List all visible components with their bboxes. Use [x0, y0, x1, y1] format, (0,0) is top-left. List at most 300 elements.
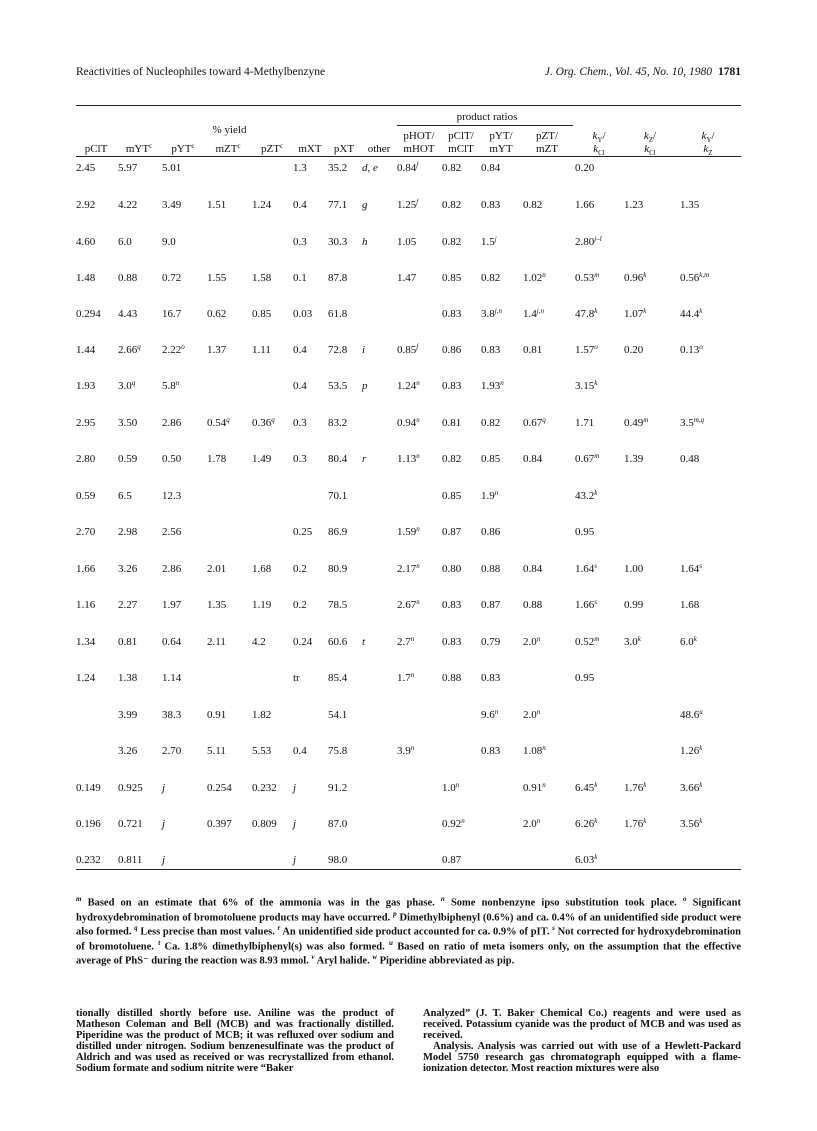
- column-header: $k_Z$: [703, 143, 713, 158]
- cell-value: 98.0: [328, 854, 348, 866]
- cell-value: 3.26: [118, 563, 138, 575]
- cell-value: 0.13: [680, 344, 700, 356]
- table-cell: [118, 236, 132, 248]
- table-cell: [162, 490, 181, 502]
- cell-value: 0.53: [575, 272, 595, 284]
- cell-value: 2.0: [523, 636, 537, 648]
- body-column-right: [423, 1008, 741, 1074]
- table-cell: [293, 272, 307, 284]
- table-cell: [481, 417, 500, 429]
- cell-value: 2.56: [162, 526, 182, 538]
- table-cell: [207, 272, 226, 284]
- table-cell: [328, 563, 347, 575]
- cell-value: 0.4: [293, 380, 307, 392]
- cell-value: 1.66: [575, 599, 595, 611]
- table-cell: [293, 563, 307, 575]
- table-cell: [118, 782, 143, 794]
- cell-value: 1.25: [397, 199, 417, 211]
- cell-value: 0.397: [207, 818, 232, 830]
- cell-value: 2.66: [118, 344, 138, 356]
- table-cell: [328, 526, 347, 538]
- footnote-text: Some nonbenzyne ipso substitution took place.: [444, 897, 683, 909]
- cell-value: 1.37: [207, 344, 227, 356]
- cell-value: 1.76: [624, 782, 644, 794]
- cell-value: 0.84: [523, 563, 543, 575]
- table-cell: [207, 308, 226, 320]
- cell-value: 75.8: [328, 745, 348, 757]
- table-cell: [362, 453, 366, 465]
- table-cell: [680, 199, 699, 211]
- footnote-mark: n: [500, 379, 504, 387]
- header-rule: [76, 156, 741, 157]
- footnote-mark: q: [271, 416, 275, 424]
- cell-value: 48.6: [680, 709, 700, 721]
- footnote-mark: k: [594, 489, 598, 497]
- table-cell: [575, 453, 599, 465]
- cell-value: 0.85: [442, 272, 462, 284]
- table-cell: [293, 818, 296, 830]
- cell-value: 1.66: [575, 199, 595, 211]
- table-cell: [575, 236, 602, 248]
- table-cell: [252, 344, 271, 356]
- cell-value: 61.8: [328, 308, 348, 320]
- footnote-mark: n: [416, 379, 420, 387]
- cell-value: 2.7: [397, 636, 411, 648]
- table-cell: [207, 453, 226, 465]
- cell-value: 3.56: [680, 818, 700, 830]
- table-cell: [624, 199, 643, 211]
- table-cell: [328, 818, 347, 830]
- column-header-top: $k_Y/$: [592, 130, 606, 145]
- cell-value: 0.95: [575, 526, 595, 538]
- footnote-mark: m: [594, 452, 600, 460]
- footnote-mark: s: [699, 562, 702, 570]
- cell-value: 9.6: [481, 709, 495, 721]
- table-cell: [293, 782, 296, 794]
- table-cell: [76, 636, 95, 648]
- cell-value: 0.54: [207, 417, 227, 429]
- table-cell: [523, 453, 542, 465]
- table-cell: [162, 599, 181, 611]
- footnote-mark: u: [699, 708, 703, 716]
- table-cell: [162, 344, 185, 356]
- table-cell: [118, 563, 137, 575]
- cell-value: 3.9: [397, 745, 411, 757]
- cell-value: 6.0: [680, 636, 694, 648]
- cell-value: j: [162, 854, 166, 866]
- table-cell: [680, 344, 703, 356]
- table-cell: [523, 308, 544, 320]
- cell-value: 0.83: [481, 672, 501, 684]
- cell-value: j: [293, 854, 297, 866]
- table-row: [0, 672, 817, 686]
- table-cell: [162, 818, 165, 830]
- table-cell: [252, 709, 271, 721]
- cell-value: 2.17: [397, 563, 417, 575]
- table-cell: [624, 818, 646, 830]
- footnote-mark: n: [542, 781, 546, 789]
- table-cell: [442, 236, 461, 248]
- cell-value: 1.07: [624, 308, 644, 320]
- table-cell: [680, 563, 702, 575]
- footnote-text: Ca. 1.8% dimethylbiphenyl(s) was also formed.: [160, 941, 390, 952]
- table-cell: [252, 563, 271, 575]
- cell-value: 0.232: [76, 854, 101, 866]
- table-cell: [76, 380, 95, 392]
- cell-value: 0.84: [481, 162, 501, 174]
- cell-value: 0.84: [397, 162, 417, 174]
- table-cell: [293, 854, 296, 866]
- table-cell: [118, 526, 137, 538]
- cell-value: 0.83: [442, 380, 462, 392]
- cell-value: 0.91: [523, 782, 543, 794]
- cell-value: 4.22: [118, 199, 138, 211]
- table-cell: [252, 308, 271, 320]
- footnote-mark: k: [643, 271, 647, 279]
- column-header-top: pYT/: [489, 130, 513, 142]
- cell-value: 0.67: [575, 453, 595, 465]
- column-header: mZT$^c$: [215, 142, 241, 155]
- column-header: pXT: [333, 143, 355, 155]
- table-cell: [328, 344, 347, 356]
- table-cell: [442, 854, 461, 866]
- footnote-mark: o: [699, 343, 703, 351]
- cell-value: 0.59: [118, 453, 138, 465]
- cell-value: 2.80: [575, 236, 595, 248]
- table-row: [0, 490, 817, 504]
- table-cell: [252, 782, 277, 794]
- footnote-mark: n: [494, 489, 499, 497]
- table-cell: [624, 308, 646, 320]
- cell-value: 80.4: [328, 453, 348, 465]
- cell-value: 0.81: [523, 344, 543, 356]
- cell-value: 0.149: [76, 782, 101, 794]
- table-cell: [252, 599, 271, 611]
- cell-value: 3.50: [118, 417, 138, 429]
- cell-value: 0.52: [575, 636, 595, 648]
- table-cell: [328, 599, 347, 611]
- footnote-mark: m: [643, 416, 649, 424]
- cell-value: 0.82: [481, 417, 501, 429]
- table-row: [0, 854, 817, 868]
- cell-value: 1.35: [680, 199, 700, 211]
- footnote-mark: n: [542, 744, 546, 752]
- table-cell: [680, 599, 699, 611]
- footnote-paragraph: [76, 894, 741, 967]
- cell-value: 0.24: [293, 636, 313, 648]
- cell-value: j: [293, 818, 297, 830]
- table-row: [0, 599, 817, 613]
- footnote-mark: n: [494, 708, 499, 716]
- cell-value: 0.81: [118, 636, 138, 648]
- table-cell: [397, 599, 420, 611]
- table-cell: [523, 272, 546, 284]
- cell-value: 86.9: [328, 526, 348, 538]
- journal-citation: [545, 66, 741, 78]
- footnote-mark: m: [594, 635, 600, 643]
- cell-value: 3.49: [162, 199, 182, 211]
- table-cell: [328, 453, 347, 465]
- column-header: $k_{Cl}$: [593, 143, 605, 158]
- table-cell: [523, 417, 546, 429]
- table-cell: [680, 308, 702, 320]
- table-row: [0, 417, 817, 431]
- group-label-yield: % yield: [212, 124, 247, 136]
- cell-value: 2.0: [523, 818, 537, 830]
- cell-value: 0.20: [575, 162, 595, 174]
- section-head-analysis: Analysis.: [433, 1041, 474, 1052]
- cell-value: 0.88: [481, 563, 501, 575]
- cell-value: 0.56: [680, 272, 700, 284]
- table-row: [0, 636, 817, 650]
- footnote-mark: k: [699, 781, 703, 789]
- table-cell: [523, 782, 546, 794]
- cell-value: 1.02: [523, 272, 543, 284]
- footnote-mark: n: [410, 671, 415, 679]
- table-cell: [442, 636, 461, 648]
- table-cell: [293, 745, 307, 757]
- footnote-mark: f: [416, 343, 419, 351]
- table-cell: [293, 236, 307, 248]
- cell-value: 0.87: [442, 526, 462, 538]
- table-cell: [442, 162, 461, 174]
- table-cell: [118, 162, 137, 174]
- cell-value: 0.80: [442, 563, 462, 575]
- footnote-mark: n: [455, 781, 460, 789]
- cell-value: 80.9: [328, 563, 348, 575]
- table-cell: [680, 818, 702, 830]
- table-cell: [76, 599, 95, 611]
- footnote-mark: q: [137, 343, 141, 351]
- table-cell: [118, 709, 137, 721]
- table-cell: [328, 236, 347, 248]
- cell-value: 0.4: [293, 199, 307, 211]
- footnote-mark: n: [410, 744, 415, 752]
- table-cell: [118, 199, 137, 211]
- cell-value: 83.2: [328, 417, 348, 429]
- cell-value: 1.24: [76, 672, 96, 684]
- footnote-mark: n: [536, 708, 541, 716]
- table-cell: [252, 818, 277, 830]
- cell-value: 0.36: [252, 417, 272, 429]
- table-cell: [680, 709, 703, 721]
- cell-value: 1.16: [76, 599, 96, 611]
- footnote-text: Not corrected for hydroxydebromination of bromotoluene.: [76, 926, 741, 952]
- cell-value: 1.39: [624, 453, 644, 465]
- table-cell: [76, 417, 95, 429]
- table-cell: [397, 672, 414, 684]
- cell-value: 0.87: [442, 854, 462, 866]
- cell-value: 1.35: [207, 599, 227, 611]
- cell-value: 0.83: [442, 599, 462, 611]
- cell-value: 0.79: [481, 636, 501, 648]
- cell-value: 53.5: [328, 380, 348, 392]
- cell-value: 0.82: [523, 199, 543, 211]
- table-cell: [207, 636, 226, 648]
- cell-value: 2.98: [118, 526, 138, 538]
- table-cell: [207, 344, 226, 356]
- table-cell: [76, 782, 101, 794]
- cell-value: 0.82: [442, 199, 462, 211]
- table-cell: [481, 272, 500, 284]
- page-number: 1781: [718, 66, 741, 78]
- footnote-mark: n: [416, 416, 420, 424]
- cell-value: 70.1: [328, 490, 348, 502]
- table-cell: [362, 162, 378, 174]
- column-header: mYT: [489, 143, 513, 155]
- footnote-mark: q: [131, 379, 136, 387]
- cell-value: 1.47: [397, 272, 417, 284]
- table-cell: [118, 272, 137, 284]
- footnote-mark: s: [594, 562, 597, 570]
- cell-value: 0.25: [293, 526, 313, 538]
- cell-value: 1.24: [397, 380, 417, 392]
- cell-value: 1.58: [252, 272, 272, 284]
- footnote-mark: j,n: [536, 307, 544, 315]
- cell-value: 4.2: [252, 636, 266, 648]
- table-cell: [76, 563, 95, 575]
- table-cell: [328, 782, 347, 794]
- cell-value: 1.64: [680, 563, 700, 575]
- cell-value: 0.96: [624, 272, 644, 284]
- table-cell: [76, 854, 101, 866]
- table-cell: [328, 854, 347, 866]
- table-cell: [328, 417, 347, 429]
- table-cell: [252, 636, 266, 648]
- footnote-mark: n: [461, 817, 465, 825]
- cell-value: 2.45: [76, 162, 96, 174]
- footnote-mark: u: [389, 938, 393, 947]
- cell-value: 2.86: [162, 417, 182, 429]
- footnote-mark: m,q: [693, 416, 705, 424]
- cell-value: 0.82: [481, 272, 501, 284]
- footnote-text: Less precise than most values.: [137, 926, 278, 938]
- table-cell: [76, 818, 101, 830]
- column-header-top: pHOT/: [403, 130, 435, 142]
- cell-value: d, e: [362, 162, 378, 174]
- table-cell: [624, 344, 643, 356]
- group-label-product-ratios: product ratios: [456, 111, 518, 123]
- table-cell: [293, 344, 307, 356]
- cell-value: 2.0: [523, 709, 537, 721]
- table-cell: [397, 236, 416, 248]
- footnote-mark: k: [594, 853, 598, 861]
- cell-value: 3.66: [680, 782, 700, 794]
- footnote-mark: m: [594, 271, 600, 279]
- table-cell: [118, 344, 141, 356]
- cell-value: 1.51: [207, 199, 227, 211]
- cell-value: 0.64: [162, 636, 182, 648]
- footnote-mark: k,m: [699, 271, 710, 279]
- cell-value: 3.0: [624, 636, 638, 648]
- cell-value: 3.26: [118, 745, 138, 757]
- cell-value: 0.2: [293, 599, 307, 611]
- cell-value: 0.86: [481, 526, 501, 538]
- table-cell: [442, 818, 465, 830]
- cell-value: 91.2: [328, 782, 348, 794]
- cell-value: 3.0: [118, 380, 132, 392]
- cell-value: 1.05: [397, 236, 417, 248]
- cell-value: 1.68: [252, 563, 272, 575]
- table-cell: [481, 563, 500, 575]
- table-row: [0, 709, 817, 723]
- cell-value: j: [293, 782, 297, 794]
- table-cell: [397, 162, 418, 174]
- table-row: [0, 380, 817, 394]
- table-cell: [207, 782, 232, 794]
- cell-value: 1.93: [76, 380, 96, 392]
- table-bottom-rule: [76, 869, 741, 870]
- table-cell: [481, 236, 497, 248]
- table-cell: [442, 782, 459, 794]
- table-cell: [575, 308, 597, 320]
- footnote-mark: k: [643, 307, 647, 315]
- cell-value: 1.97: [162, 599, 182, 611]
- cell-value: 6.26: [575, 818, 595, 830]
- table-cell: [442, 272, 461, 284]
- table-cell: [118, 308, 137, 320]
- footnote-mark: n: [416, 562, 420, 570]
- footnote-text: Dimethylbiphenyl (0.6%) and ca. 0.4% of an unidentified side product were also formed.: [76, 912, 741, 938]
- cell-value: 0.82: [442, 236, 462, 248]
- table-cell: [575, 818, 597, 830]
- table-cell: [76, 672, 95, 684]
- table-cell: [523, 709, 540, 721]
- table-cell: [523, 344, 542, 356]
- cell-value: 0.95: [575, 672, 595, 684]
- table-cell: [397, 636, 414, 648]
- cell-value: 0.86: [442, 344, 462, 356]
- table-cell: [442, 199, 461, 211]
- column-header: pYT$^c$: [171, 142, 195, 155]
- table-cell: [118, 490, 132, 502]
- cell-value: 0.94: [397, 417, 417, 429]
- cell-value: 0.4: [293, 344, 307, 356]
- cell-value: 0.196: [76, 818, 101, 830]
- running-header: [76, 66, 741, 84]
- table-cell: [76, 490, 95, 502]
- footnote-mark: f: [416, 161, 419, 169]
- column-header-top: $k_Y/$: [701, 130, 715, 145]
- table-cell: [162, 199, 181, 211]
- cell-value: 5.01: [162, 162, 182, 174]
- table-cell: [362, 236, 368, 248]
- table-cell: [293, 526, 312, 538]
- table-cell: [575, 344, 598, 356]
- table-cell: [397, 563, 420, 575]
- cell-value: 2.22: [162, 344, 182, 356]
- cell-value: 1.71: [575, 417, 595, 429]
- footnote-mark: n: [175, 379, 180, 387]
- table-cell: [523, 599, 542, 611]
- cell-value: j: [162, 782, 166, 794]
- footnote-mark: n: [536, 635, 541, 643]
- table-cell: [481, 380, 504, 392]
- cell-value: r: [362, 453, 367, 465]
- footnote-mark: v: [311, 953, 315, 961]
- table-cell: [362, 344, 365, 356]
- table-cell: [397, 417, 420, 429]
- table-cell: [397, 199, 418, 211]
- cell-value: 0.811: [118, 854, 143, 866]
- footnote-mark: s: [552, 924, 555, 932]
- cell-value: 60.6: [328, 636, 348, 648]
- table-cell: [162, 636, 181, 648]
- cell-value: 1.7: [397, 672, 411, 684]
- cell-value: 1.59: [397, 526, 417, 538]
- footnote-mark: k: [643, 817, 647, 825]
- table-cell: [118, 672, 137, 684]
